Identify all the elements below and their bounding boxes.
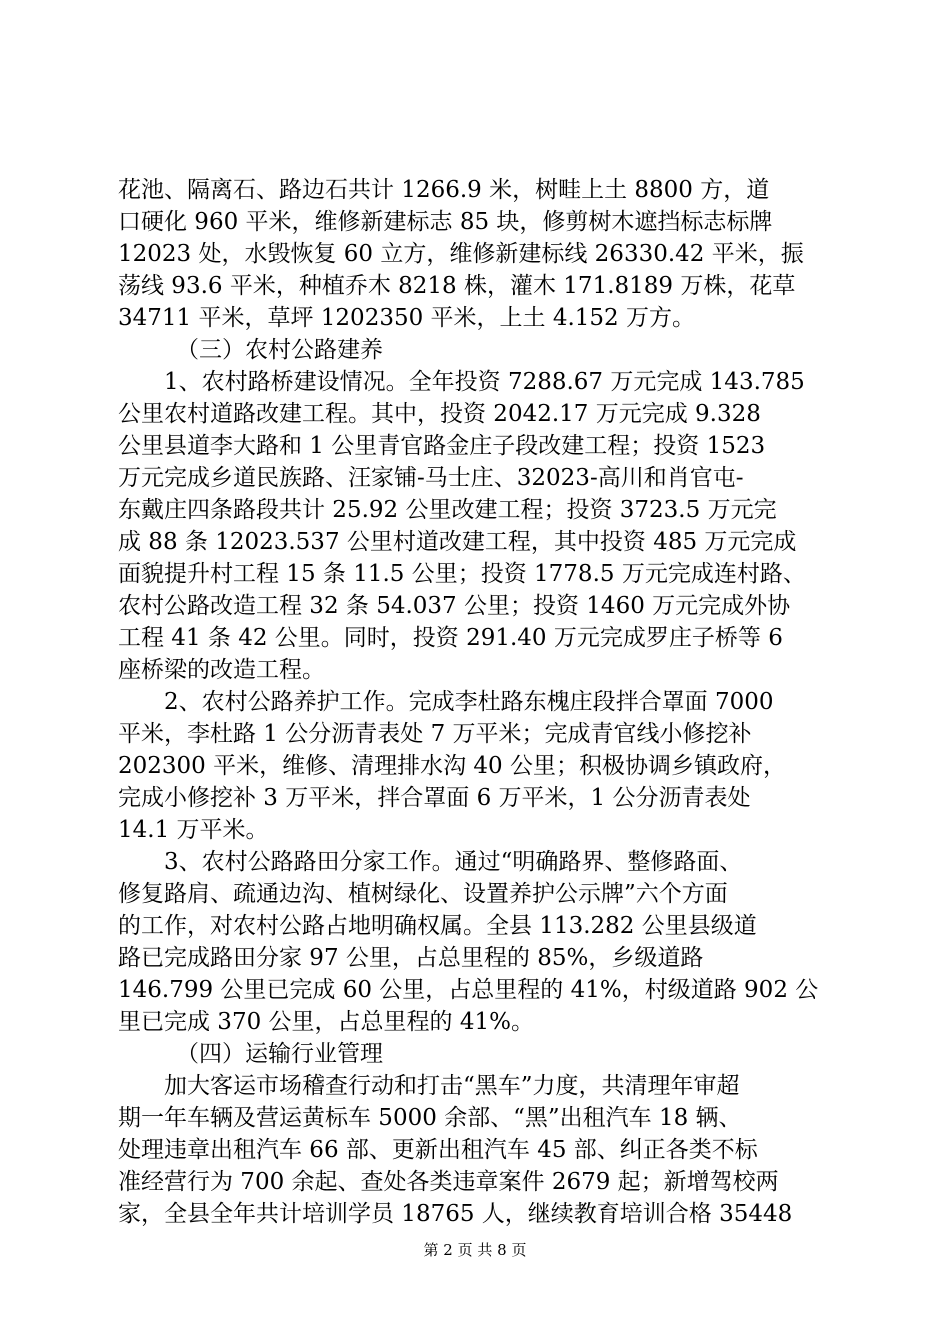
section-heading: （四）运输行业管理 [176,1041,383,1067]
text-line: 处理违章出租汽车 66 部、更新出租汽车 45 部、纠正各类不标 [118,1137,758,1163]
text-line: 平米，李杜路 1 公分沥青表处 7 万平米；完成青官线小修挖补 [118,721,752,747]
text-line: 里已完成 370 公里，占总里程的 41%。 [118,1009,534,1035]
text-line: 12023 处，水毁恢复 60 立方，维修新建标线 26330.42 平米，振 [118,241,804,267]
text-line: 完成小修挖补 3 万平米，拌合罩面 6 万平米，1 公分沥青表处 [118,785,751,811]
page-footer: 第 2 页 共 8 页 [423,1241,527,1259]
text-line: 面貌提升村工程 15 条 11.5 公里；投资 1778.5 万元完成连村路、 [118,561,806,587]
text-line: 路已完成路田分家 97 公里，占总里程的 85%，乡级道路 [118,945,704,971]
text-line: 期一年车辆及营运黄标车 5000 余部、“黑”出租汽车 18 辆、 [118,1105,742,1131]
text-line: 家，全县全年共计培训学员 18765 人，继续教育培训合格 35448 [118,1201,793,1227]
text-line: 公里农村道路改建工程。其中，投资 2042.17 万元完成 9.328 [118,401,761,427]
text-line: 准经营行为 700 余起、查处各类违章案件 2679 起；新增驾校两 [118,1169,779,1195]
text-line: 1、农村路桥建设情况。全年投资 7288.67 万元完成 143.785 [164,369,805,395]
section-heading: （三）农村公路建养 [176,337,383,363]
text-line: 3、农村公路路田分家工作。通过“明确路界、整修路面、 [164,849,743,875]
text-line: 34711 平米，草坪 1202350 平米，上土 4.152 万方。 [118,305,695,331]
text-line: 14.1 万平米。 [118,817,269,843]
text-line: 202300 平米，维修、清理排水沟 40 公里；积极协调乡镇政府， [118,753,786,779]
text-line: 农村公路改造工程 32 条 54.037 公里；投资 1460 万元完成外协 [118,593,791,619]
text-line: 公里县道李大路和 1 公里青官路金庄子段改建工程；投资 1523 [118,433,766,459]
text-line: 工程 41 条 42 公里。同时，投资 291.40 万元完成罗庄子桥等 6 [118,625,783,651]
text-line: 加大客运市场稽查行动和打击“黑车”力度，共清理年审超 [164,1073,740,1099]
text-line: 座桥梁的改造工程。 [118,657,325,683]
text-line: 的工作，对农村公路占地明确权属。全县 113.282 公里县级道 [118,913,757,939]
text-line: 东戴庄四条路段共计 25.92 公里改建工程；投资 3723.5 万元完 [118,497,777,523]
text-line: 花池、隔离石、路边石共计 1266.9 米，树畦上土 8800 方，道 [118,177,770,203]
text-line: 成 88 条 12023.537 公里村道改建工程，其中投资 485 万元完成 [118,529,797,555]
text-line: 荡线 93.6 平米，种植乔木 8218 株，灌木 171.8189 万株，花草 [118,273,796,299]
text-line: 万元完成乡道民族路、汪家铺-马士庄、32023-高川和肖官屯- [118,465,744,491]
text-line: 146.799 公里已完成 60 公里，占总里程的 41%，村级道路 902 公 [118,977,819,1003]
text-line: 2、农村公路养护工作。完成李杜路东槐庄段拌合罩面 7000 [164,689,774,715]
text-line: 口硬化 960 平米，维修新建标志 85 块，修剪树木遮挡标志标牌 [118,209,773,235]
text-line: 修复路肩、疏通边沟、植树绿化、设置养护公示牌”六个方面 [118,881,728,907]
